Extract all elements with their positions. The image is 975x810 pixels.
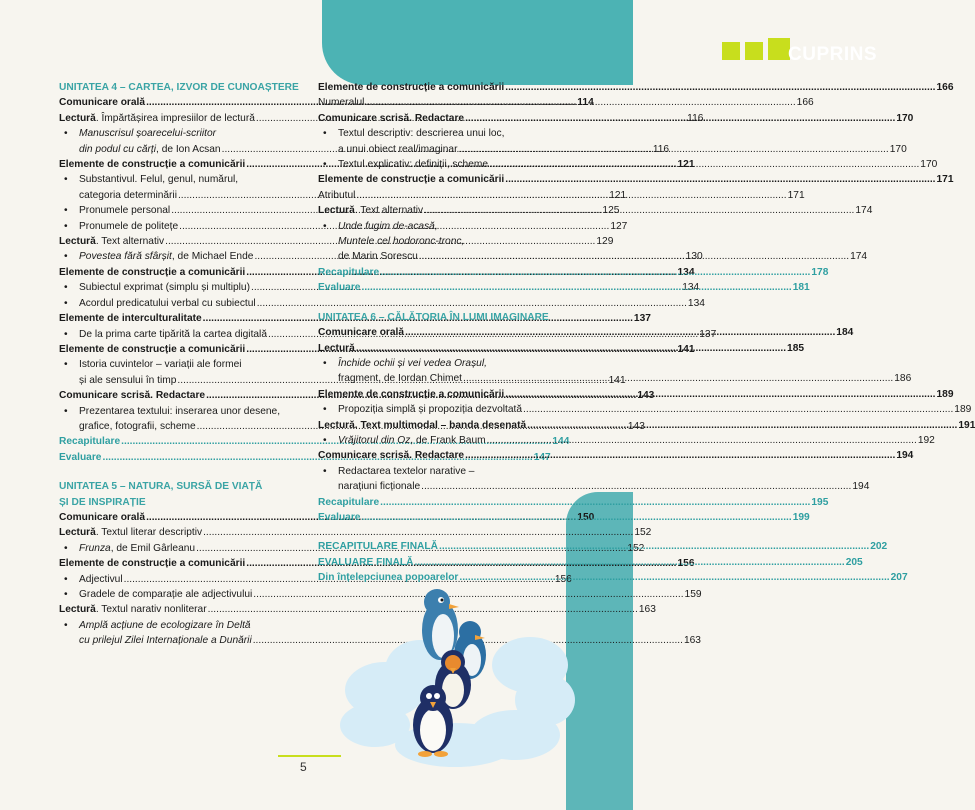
toc-entry-final[interactable]: Din înțelepciunea popoarelor ..... 207 [318, 570, 561, 585]
toc-entry-final[interactable]: EVALUARE FINALĂ ..... 205 [318, 555, 561, 570]
footer-rule [278, 755, 341, 757]
toc-entry[interactable]: Evaluare ..... 181 [318, 280, 561, 295]
header-tab [322, 0, 878, 85]
toc-subentry[interactable]: • Manuscrisul șoarecelui-scriitor din podul cu cărți, de Ion Acsan ..... 116 [59, 126, 304, 157]
toc-subentry[interactable]: • Gradele de comparație ale adjectivului ..... 159 [59, 587, 304, 602]
toc-subentry[interactable]: • Substantivul. Felul, genul, numărul, categoria determinării ..... 121 [59, 172, 304, 203]
toc-entry[interactable]: Comunicare orală ..... 150 [59, 510, 304, 525]
toc-subentry[interactable]: • Textul descriptiv: descrierea unui loc, a unui obiect real/imaginar ..... 170 [318, 126, 561, 157]
unit4-heading: UNITATEA 4 – CARTEA, IZVOR DE CUNOAȘTERE [59, 82, 299, 93]
toc-entry[interactable]: Comunicare orală ..... 184 [318, 325, 561, 340]
page-title: CUPRINS [788, 44, 878, 65]
toc-entry[interactable]: Recapitulare ..... 178 [318, 265, 561, 280]
toc-subentry[interactable]: • Adjectivul ..... 156 [59, 572, 304, 587]
toc-subentry[interactable]: • Povestea fără sfârșit, de Michael Ende ..... 130 [59, 249, 304, 264]
toc-entry[interactable]: Lectură. Textul literar descriptiv ..... 152 [59, 525, 304, 540]
toc-entry[interactable]: Elemente de construcție a comunicării ..... 121 [59, 157, 304, 172]
toc-entry[interactable]: Lectură. Text alternativ ..... 129 [59, 234, 304, 249]
toc-entry[interactable]: Elemente de construcție a comunicării ..... 156 [59, 556, 304, 571]
toc-subentry[interactable]: • Redactarea textelor narative – narațiuni ficționale ..... 194 [318, 464, 561, 495]
page-number: 5 [300, 760, 307, 774]
toc-subentry[interactable]: • Subiectul exprimat (simplu și multiplu) ..... 134 [59, 280, 304, 295]
toc-entry[interactable]: Lectură ..... 185 [318, 341, 561, 356]
toc-subentry[interactable]: • Istoria cuvintelor – variații ale formei și ale sensului în timp ..... 141 [59, 357, 304, 388]
toc-subentry[interactable]: • Vrăjitorul din Oz, de Frank Baum ..... 192 [318, 433, 561, 448]
unit5-heading-line2: ȘI DE INSPIRAȚIE [59, 496, 146, 508]
unit6-heading: UNITATEA 6 – CĂLĂTORIA ÎN LUMI IMAGINARE [318, 311, 549, 323]
toc-entry[interactable]: Elemente de construcție a comunicării ..... 189 [318, 387, 561, 402]
toc-entry[interactable]: Lectură. Împărtășirea impresiilor de lectură ..... 116 [59, 111, 304, 126]
toc-subentry[interactable]: • Închide ochii și vei vedea Orașul, fragment, de Iordan Chimet ..... 186 [318, 356, 561, 387]
toc-entry[interactable]: Elemente de construcție a comunicării ..... 171 [318, 172, 561, 187]
toc-entry-final[interactable]: RECAPITULARE FINALĂ ..... 202 [318, 539, 561, 554]
penguin-tall-icon [422, 589, 459, 660]
toc-subentry[interactable]: • Amplă acțiune de ecologizare în Deltă cu prilejul Zilei Internaționale a Dunării ..... 163 [59, 618, 304, 649]
unit5-heading: UNITATEA 5 – NATURA, SURSĂ DE VIAȚĂ [59, 481, 263, 493]
toc-entry[interactable]: Elemente de interculturalitate ..... 137 [59, 311, 304, 326]
toc-entry[interactable]: Elemente de construcție a comunicării ..... 166 [318, 80, 561, 95]
toc-entry[interactable]: Comunicare scrisă. Redactare ..... 194 [318, 448, 561, 463]
toc-entry[interactable]: Recapitulare ..... 144 [59, 434, 304, 449]
toc-subentry[interactable]: • Prezentarea textului: inserarea unor desene, grafice, fotografii, scheme ..... 143 [59, 404, 304, 435]
toc-entry[interactable]: Recapitulare ..... 195 [318, 495, 561, 510]
toc-subentry[interactable]: • Acordul predicatului verbal cu subiectul ..... 134 [59, 296, 304, 311]
toc-subentry[interactable]: • De la prima carte tipărită la cartea digitală ..... 137 [59, 327, 304, 342]
toc-entry[interactable]: Comunicare scrisă. Redactare ..... 170 [318, 111, 561, 126]
toc-entry[interactable]: Elemente de construcție a comunicării ..... 134 [59, 265, 304, 280]
toc-subentry[interactable]: • Pronumele de politețe ..... 127 [59, 219, 304, 234]
toc-subentry[interactable]: • Textul explicativ: definiții, scheme ..... 170 [318, 157, 561, 172]
toc-entry[interactable]: Comunicare scrisă. Redactare ..... 143 [59, 388, 304, 403]
toc-entry[interactable]: Lectură. Textul narativ nonliterar ..... 163 [59, 602, 304, 617]
toc-entry[interactable]: Comunicare orală ..... 114 [59, 95, 304, 110]
decor-squares [722, 42, 790, 60]
toc-subentry[interactable]: • Propoziția simplă și propoziția dezvoltată ..... 189 [318, 402, 561, 417]
toc-entry[interactable]: Lectură. Text multimodal – banda desenată ..... 191 [318, 418, 561, 433]
penguins-illustration [345, 560, 575, 775]
toc-entry[interactable]: Lectură. Text alternativ ..... 174 [318, 203, 561, 218]
toc-entry[interactable]: Elemente de construcție a comunicării ..... 141 [59, 342, 304, 357]
toc-entry[interactable]: Atributul ..... 171 [318, 188, 561, 203]
toc-entry[interactable]: Evaluare ..... 199 [318, 510, 561, 525]
toc-subentry[interactable]: • Unde fugim de-acasă, Muntele cel hodoronc-tronc, de Marin Sorescu ..... 174 [318, 219, 561, 265]
toc-entry[interactable]: Numeralul ..... 166 [318, 95, 561, 110]
toc-subentry[interactable]: • Frunza, de Emil Gârleanu ..... 152 [59, 541, 304, 556]
toc-subentry[interactable]: • Pronumele personal ..... 125 [59, 203, 304, 218]
toc-entry[interactable]: Evaluare ..... 147 [59, 450, 304, 465]
